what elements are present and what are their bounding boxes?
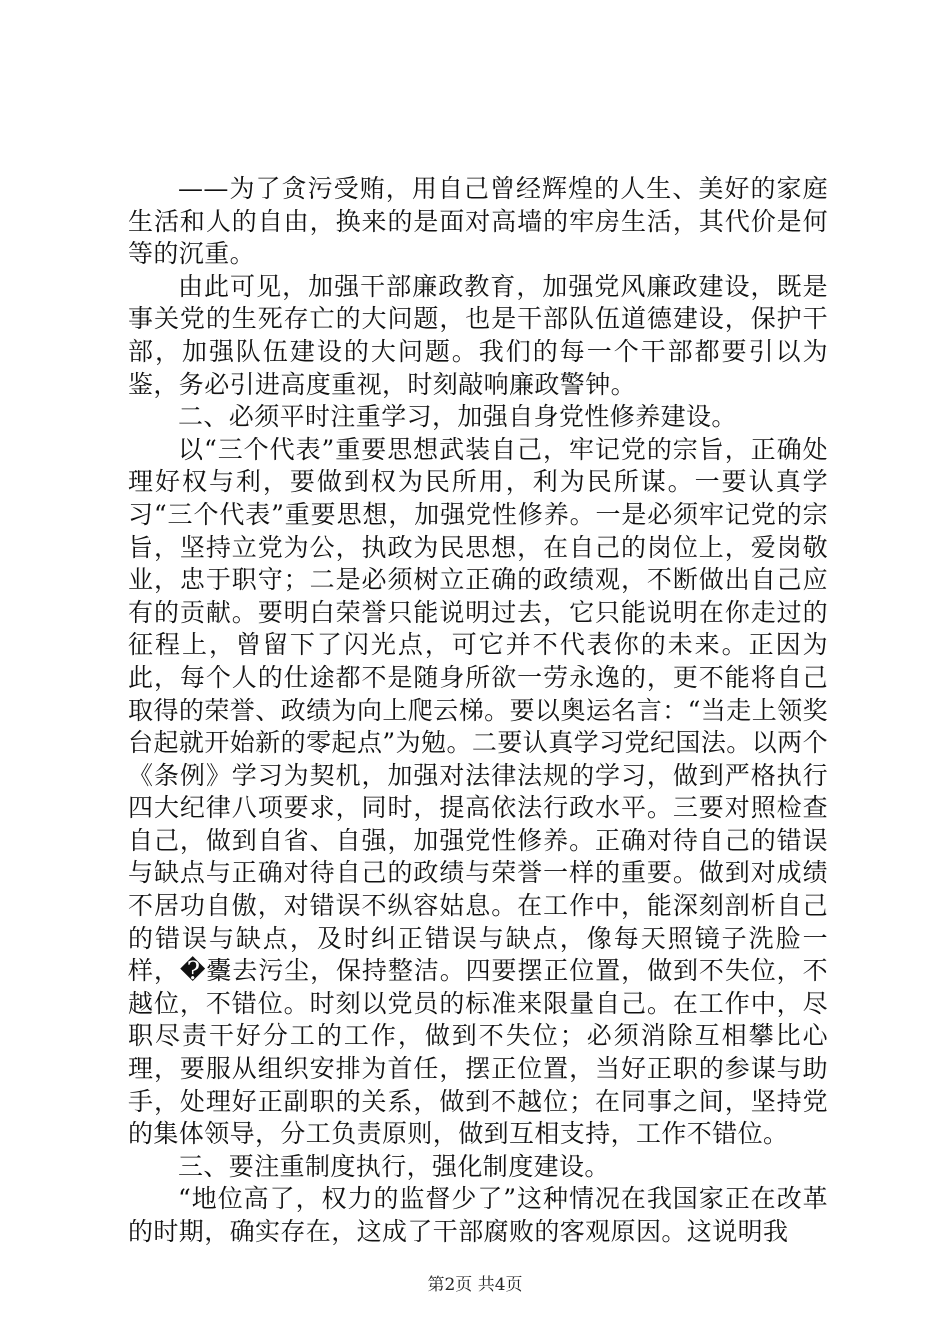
- section-heading: 三、要注重制度执行，强化制度建设。: [178, 1151, 610, 1181]
- paragraph: ——为了贪污受贿，用自己曾经辉煌的人生、美好的家庭生活和人的自由，换来的是面对高墙的牢房生活，其代价是何等的沉重。: [128, 174, 828, 269]
- paragraph: 由此可见，加强干部廉政教育，加强党风廉政建设，既是事关党的生死存亡的大问题，也是干部队伍道德建设，保护干部，加强队伍建设的大问题。我们的每一个干部都要引以为鉴，务必引进高度重视，时刻敲响廉政警钟。: [128, 271, 828, 399]
- paragraph: “地位高了，权力的监督少了”这种情况在我国家正在改革的时期，确实存在，这成了干部腐败的客观原因。这说明我: [128, 1184, 828, 1246]
- section-heading: 二、必须平时注重学习，加强自身党性修养建设。: [178, 402, 737, 432]
- page-footer: 第2页 共4页: [427, 1275, 523, 1295]
- document-body: [128, 173, 828, 1249]
- paragraph: 以“三个代表”重要思想武装自己，牢记党的宗旨，正确处理好权与利，要做到权为民所用，利为民所谋。一要认真学习“三个代表”重要思想，加强党性修养。一是必须牢记党的宗旨，坚持立党为公，执政为民思想，在自己的岗位上，爱岗敬业，忠于职守；二是必须树立正确的政绩观，不断做出自己应有的贡献。要明白荣誉只能说明过去，它只能说明在你走过的征程上，曾留下了闪光点，可它并不代表你的未来。正因为此，每个人的仕途都不是随身所欲一劳永逸的，更不能将自己取得的荣誉、政绩为向上爬云梯。要以奥运名言：“当走上领奖台起就开始新的零起点”为勉。二要认真学习党纪国法。以两个《条例》学习为契机，加强对法律法规的学习，做到严格执行四大纪律八项要求，同时，提高依法行政水平。三要对照检查自己，做到自省、自强，加强党性修养。正确对待自己的错误与缺点与正确对待自己的政绩与荣誉一样的重要。做到对成绩不居功自傲，对错误不纵容姑息。在工作中，能深刻剖析自己的错误与缺点，及时纠正错误与缺点，像每天照镜子洗脸一样，�櫜去污尘，保持整洁。四要摆正位置，做到不失位，不越位，不错位。时刻以党员的标准来限量自己。在工作中，尽职尽责干好分工的工作，做到不失位；必须消除互相攀比心理，要服从组织安排为首任，摆正位置，当好正职的参谋与助手，处理好正副职的关系，做到不越位；在同事之间，坚持党的集体领导，分工负责原则，做到互相支持，工作不错位。: [128, 434, 828, 1149]
